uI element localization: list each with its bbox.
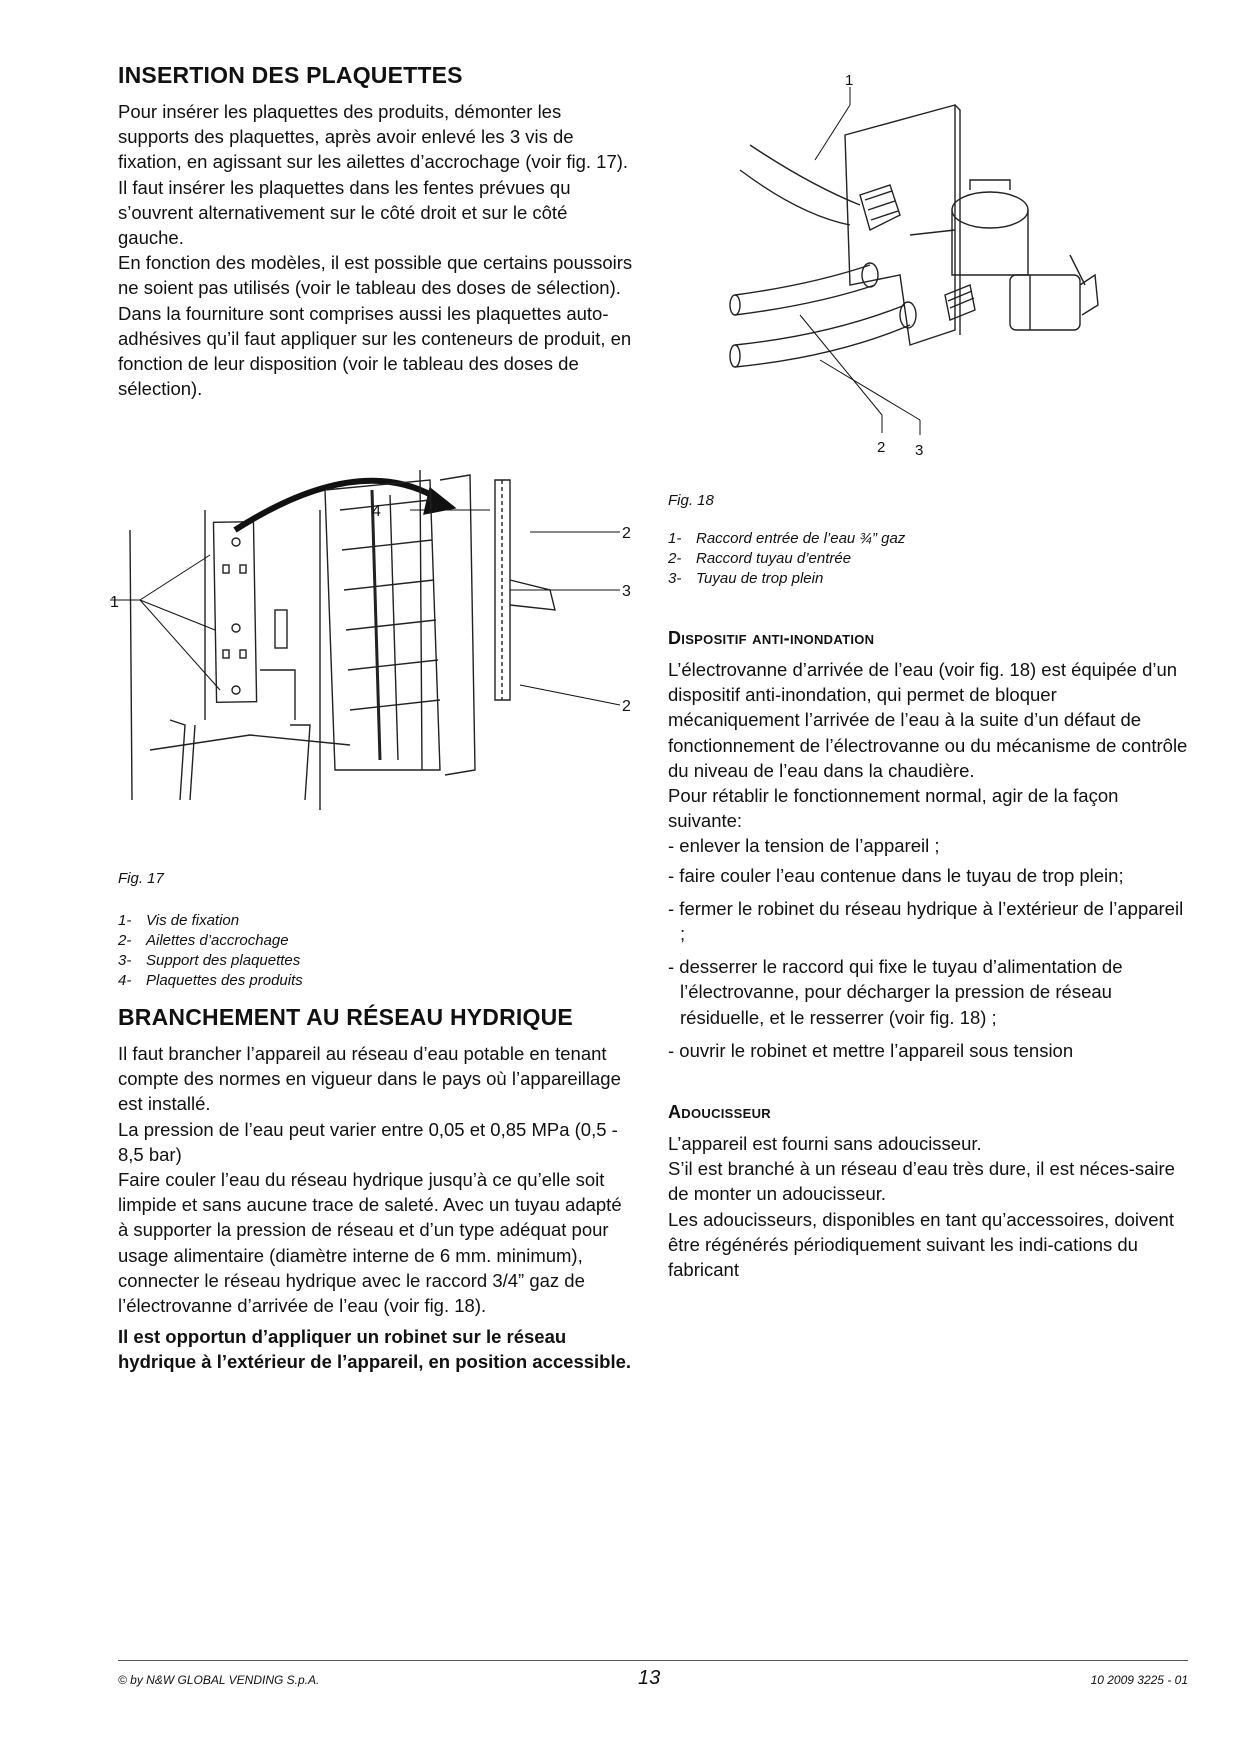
- legend-item: 3- Support des plaquettes: [118, 952, 301, 970]
- fig18-label-1: 1: [845, 75, 854, 89]
- page-footer: [118, 1660, 1188, 1691]
- left-column: [118, 62, 634, 401]
- paragraph: S’il est branché à un réseau d’eau très dure, il est néces-saire de monter un adoucisseur.: [668, 1158, 1175, 1205]
- section-title-adoucisseur: Adoucisseur: [668, 1102, 771, 1122]
- legend-item: 2- Raccord tuyau d’entrée: [668, 550, 852, 568]
- footer-copyright: © by N&W GLOBAL VENDING S.p.A.: [118, 1673, 320, 1687]
- section-title-branchement: BRANCHEMENT AU RÉSEAU HYDRIQUE: [118, 1004, 573, 1030]
- figure-17-illustration: [110, 470, 640, 820]
- step: - enlever la tension de l’appareil ;: [668, 835, 940, 857]
- paragraph: L’appareil est fourni sans adoucisseur.: [668, 1133, 982, 1154]
- fig18-caption: Fig. 18: [668, 492, 714, 509]
- section-branchement: [118, 1004, 634, 1375]
- paragraph: L’électrovanne d’arrivée de l’eau (voir fig. 18) est équipée d’un dispositif anti-inondation, qui permet de bloquer mécaniquement l’arrivée de l’eau à la suite d’un défaut de fonctionnement de l’électrovanne ou du mécanisme de contrôle du niveau de l’eau dans la chaudière.: [668, 659, 1188, 781]
- fig17-label-3: 3: [622, 583, 631, 600]
- paragraph: Faire couler l’eau du réseau hydrique jusqu’à ce qu’elle soit limpide et sans aucune trace de saleté. Avec un tuyau adapté à supporter la pression de réseau et d’un type adéquat pour usage alimentaire (diamètre interne de 6 mm. minimum), connecter le réseau hydrique avec le raccord 3/4” gaz de l’électrovanne d’arrivée de l’eau (voir fig. 18).: [118, 1169, 622, 1317]
- paragraph: En fonction des modèles, il est possible que certains poussoirs ne soient pas utilisés (voir le tableau des doses de sélection).: [118, 252, 633, 299]
- paragraph: Pour rétablir le fonctionnement normal, agir de la façon suivante:: [668, 785, 1119, 832]
- page-number: 13: [638, 1667, 661, 1689]
- legend-item: 1- Vis de fixation: [118, 912, 240, 930]
- fig18-label-2: 2: [877, 439, 886, 456]
- fig18-label-3: 3: [915, 442, 924, 459]
- legend-item: 2- Ailettes d’accrochage: [118, 932, 289, 950]
- legend-item: 3- Tuyau de trop plein: [668, 570, 824, 588]
- figure-18-illustration: [720, 75, 1150, 460]
- legend-item: 4- Plaquettes des produits: [118, 972, 303, 990]
- fig17-caption-block: [118, 866, 634, 991]
- section-title-insertion: INSERTION DES PLAQUETTES: [118, 62, 463, 88]
- step: - faire couler l’eau contenue dans le tuyau de trop plein;: [668, 864, 1124, 886]
- fig17-legend: [118, 911, 634, 991]
- step: - fermer le robinet du réseau hydrique à l’extérieur de l’appareil ;: [668, 897, 1184, 945]
- step: - desserrer le raccord qui fixe le tuyau d’alimentation de l’électrovanne, pour décharger la pression de réseau résiduelle, et le resserrer (voir fig. 18) ;: [668, 956, 1123, 1028]
- paragraph: Il faut insérer les plaquettes dans les fentes prévues qu s’ouvrent alternativement sur le côté droit et sur le côté gauche.: [118, 176, 571, 249]
- paragraph: Pour insérer les plaquettes des produits, démonter les supports des plaquettes, après avoir enlevé les 3 vis de fixation, en agissant sur les ailettes d’accrochage (voir fig. 17).: [118, 101, 629, 173]
- fig17-label-2-top: 2: [622, 525, 631, 542]
- step: - ouvrir le robinet et mettre l’appareil sous tension: [668, 1039, 1074, 1061]
- figure-17-callouts: [110, 503, 631, 715]
- fig17-label-2-bottom: 2: [622, 698, 631, 715]
- important-note: Il est opportun d’appliquer un robinet sur le réseau hydrique à l’extérieur de l’appareil, en position accessible.: [118, 1326, 632, 1373]
- fig17-label-1: 1: [110, 594, 119, 611]
- fig17-label-4: 4: [372, 503, 381, 520]
- paragraph: Les adoucisseurs, disponibles en tant qu’accessoires, doivent être régénérés périodiquement suivant les indi-cations du fabricant: [668, 1208, 1174, 1281]
- footer-doc-ref: 10 2009 3225 - 01: [1090, 1673, 1188, 1687]
- fig18-legend: [668, 529, 1188, 589]
- section-anti-inondation: [668, 628, 1188, 1063]
- paragraph: Il faut brancher l’appareil au réseau d’eau potable en tenant compte des normes en vigueur dans le pays où l’appareillage est installé.: [118, 1043, 621, 1115]
- fig17-caption: Fig. 17: [118, 870, 164, 887]
- fig18-caption-block: [668, 488, 1188, 589]
- section-adoucisseur: [668, 1102, 1188, 1282]
- paragraph: La pression de l’eau peut varier entre 0,05 et 0,85 MPa (0,5 - 8,5 bar): [118, 1118, 618, 1165]
- paragraph: Dans la fourniture sont comprises aussi les plaquettes auto-adhésives qu’il faut appliquer sur les conteneurs de produit, en fonction de leur disposition (voir le tableau des doses de sélection).: [118, 302, 632, 400]
- legend-item: 1- Raccord entrée de l’eau ¾” gaz: [668, 530, 906, 548]
- section-title-anti-inondation: Dispositif anti-inondation: [668, 628, 875, 648]
